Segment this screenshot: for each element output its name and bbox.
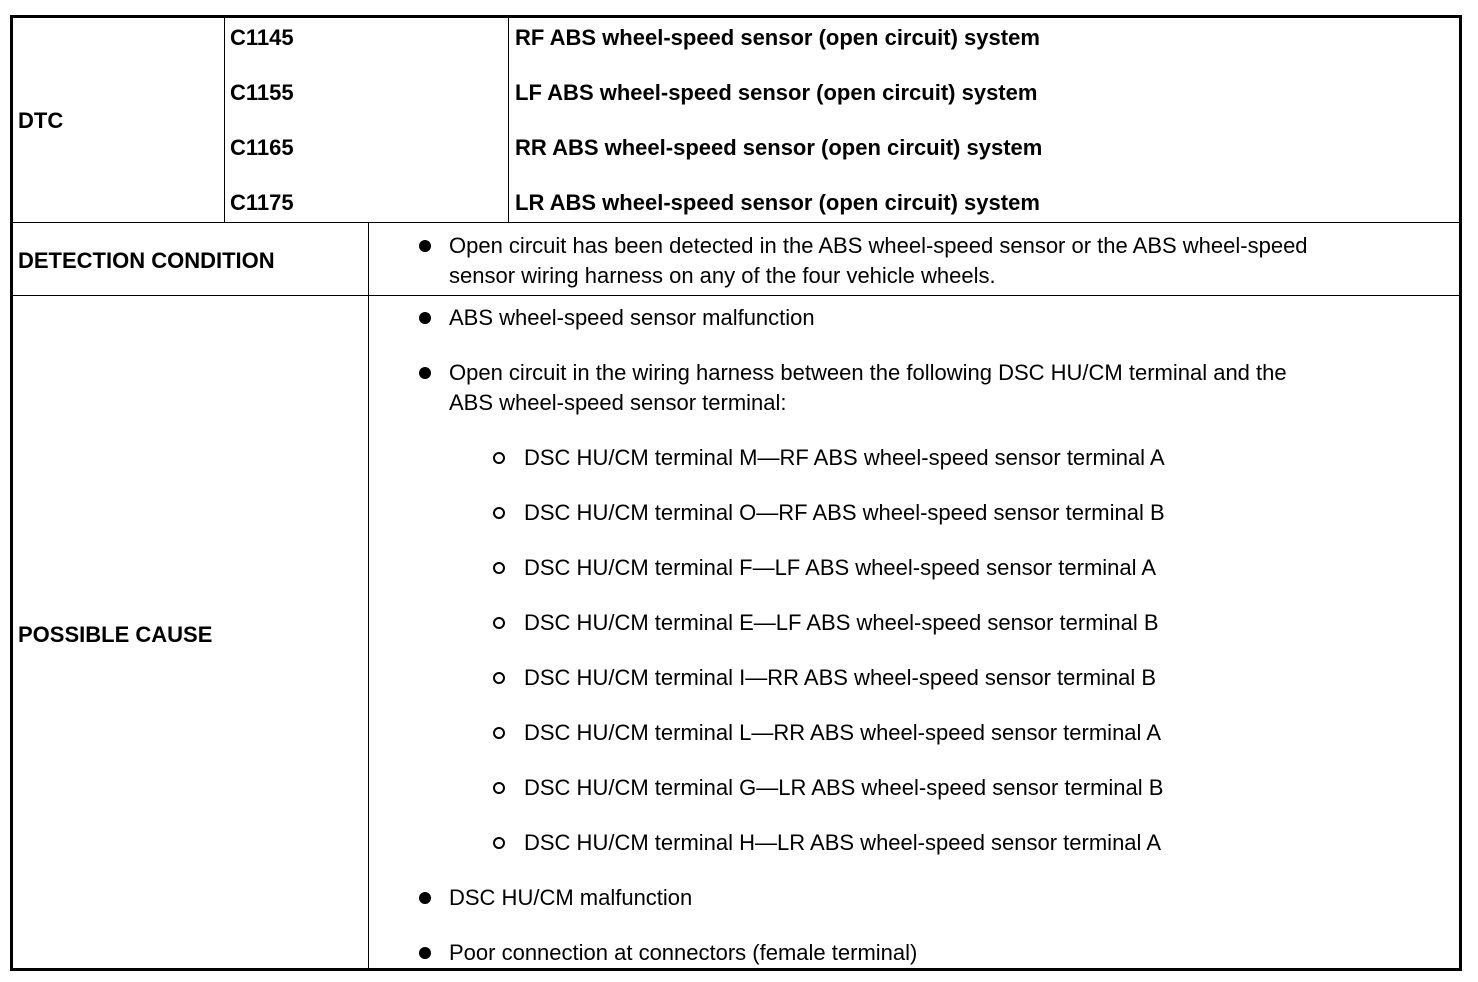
- bullet-icon: [419, 240, 431, 252]
- dtc-code: C1165: [230, 135, 294, 160]
- terminal-pair-item: DSC HU/CM terminal F—LF ABS wheel-speed sensor terminal A: [524, 555, 1157, 580]
- possible-cause-header: POSSIBLE CAUSE: [18, 622, 213, 647]
- detection-condition-header: DETECTION CONDITION: [18, 248, 275, 273]
- dtc-code: C1175: [230, 190, 294, 215]
- dtc-header: DTC: [18, 108, 64, 133]
- row-divider-detection: [12, 295, 1461, 296]
- bullet-icon: [419, 367, 431, 379]
- terminal-pair-item: DSC HU/CM terminal G—LR ABS wheel-speed sensor terminal B: [524, 775, 1164, 800]
- dtc-description: RF ABS wheel-speed sensor (open circuit) system: [515, 25, 1040, 50]
- sub-bullet-icon: [493, 837, 505, 849]
- bullet-icon: [419, 312, 431, 324]
- sub-bullet-icon: [493, 727, 505, 739]
- sub-bullet-icon: [493, 617, 505, 629]
- dtc-code: C1145: [230, 25, 294, 50]
- sub-bullet-icon: [493, 452, 505, 464]
- detection-condition-text-line1: Open circuit has been detected in the ABS wheel-speed sensor or the ABS wheel-speed: [449, 233, 1308, 258]
- sub-bullet-icon: [493, 672, 505, 684]
- terminal-pair-item: DSC HU/CM terminal E—LF ABS wheel-speed sensor terminal B: [524, 610, 1159, 635]
- label-col-divider: [368, 222, 369, 969]
- dtc-description: RR ABS wheel-speed sensor (open circuit) system: [515, 135, 1043, 160]
- sub-bullet-icon: [493, 782, 505, 794]
- sub-bullet-icon: [493, 562, 505, 574]
- dtc-code: C1155: [230, 80, 294, 105]
- cause-item: DSC HU/CM malfunction: [449, 885, 693, 910]
- cause-item: Poor connection at connectors (female terminal): [449, 940, 918, 965]
- terminal-pair-item: DSC HU/CM terminal H—LR ABS wheel-speed sensor terminal A: [524, 830, 1162, 855]
- cause-item-continued: ABS wheel-speed sensor terminal:: [449, 390, 787, 415]
- dtc-col-divider-1: [224, 17, 225, 223]
- row-divider-dtc: [12, 222, 1461, 223]
- cause-item: ABS wheel-speed sensor malfunction: [449, 305, 815, 330]
- bullet-icon: [419, 892, 431, 904]
- terminal-pair-item: DSC HU/CM terminal L—RR ABS wheel-speed sensor terminal A: [524, 720, 1162, 745]
- dtc-col-divider-2: [508, 17, 509, 223]
- detection-condition-text-line2: sensor wiring harness on any of the four vehicle wheels.: [449, 263, 996, 288]
- sub-bullet-icon: [493, 507, 505, 519]
- dtc-description: LR ABS wheel-speed sensor (open circuit) system: [515, 190, 1040, 215]
- terminal-pair-item: DSC HU/CM terminal M—RF ABS wheel-speed sensor terminal A: [524, 445, 1165, 470]
- terminal-pair-item: DSC HU/CM terminal I—RR ABS wheel-speed sensor terminal B: [524, 665, 1157, 690]
- terminal-pair-item: DSC HU/CM terminal O—RF ABS wheel-speed sensor terminal B: [524, 500, 1165, 525]
- dtc-description: LF ABS wheel-speed sensor (open circuit) system: [515, 80, 1038, 105]
- bullet-icon: [419, 947, 431, 959]
- cause-item: Open circuit in the wiring harness between the following DSC HU/CM terminal and the: [449, 360, 1287, 385]
